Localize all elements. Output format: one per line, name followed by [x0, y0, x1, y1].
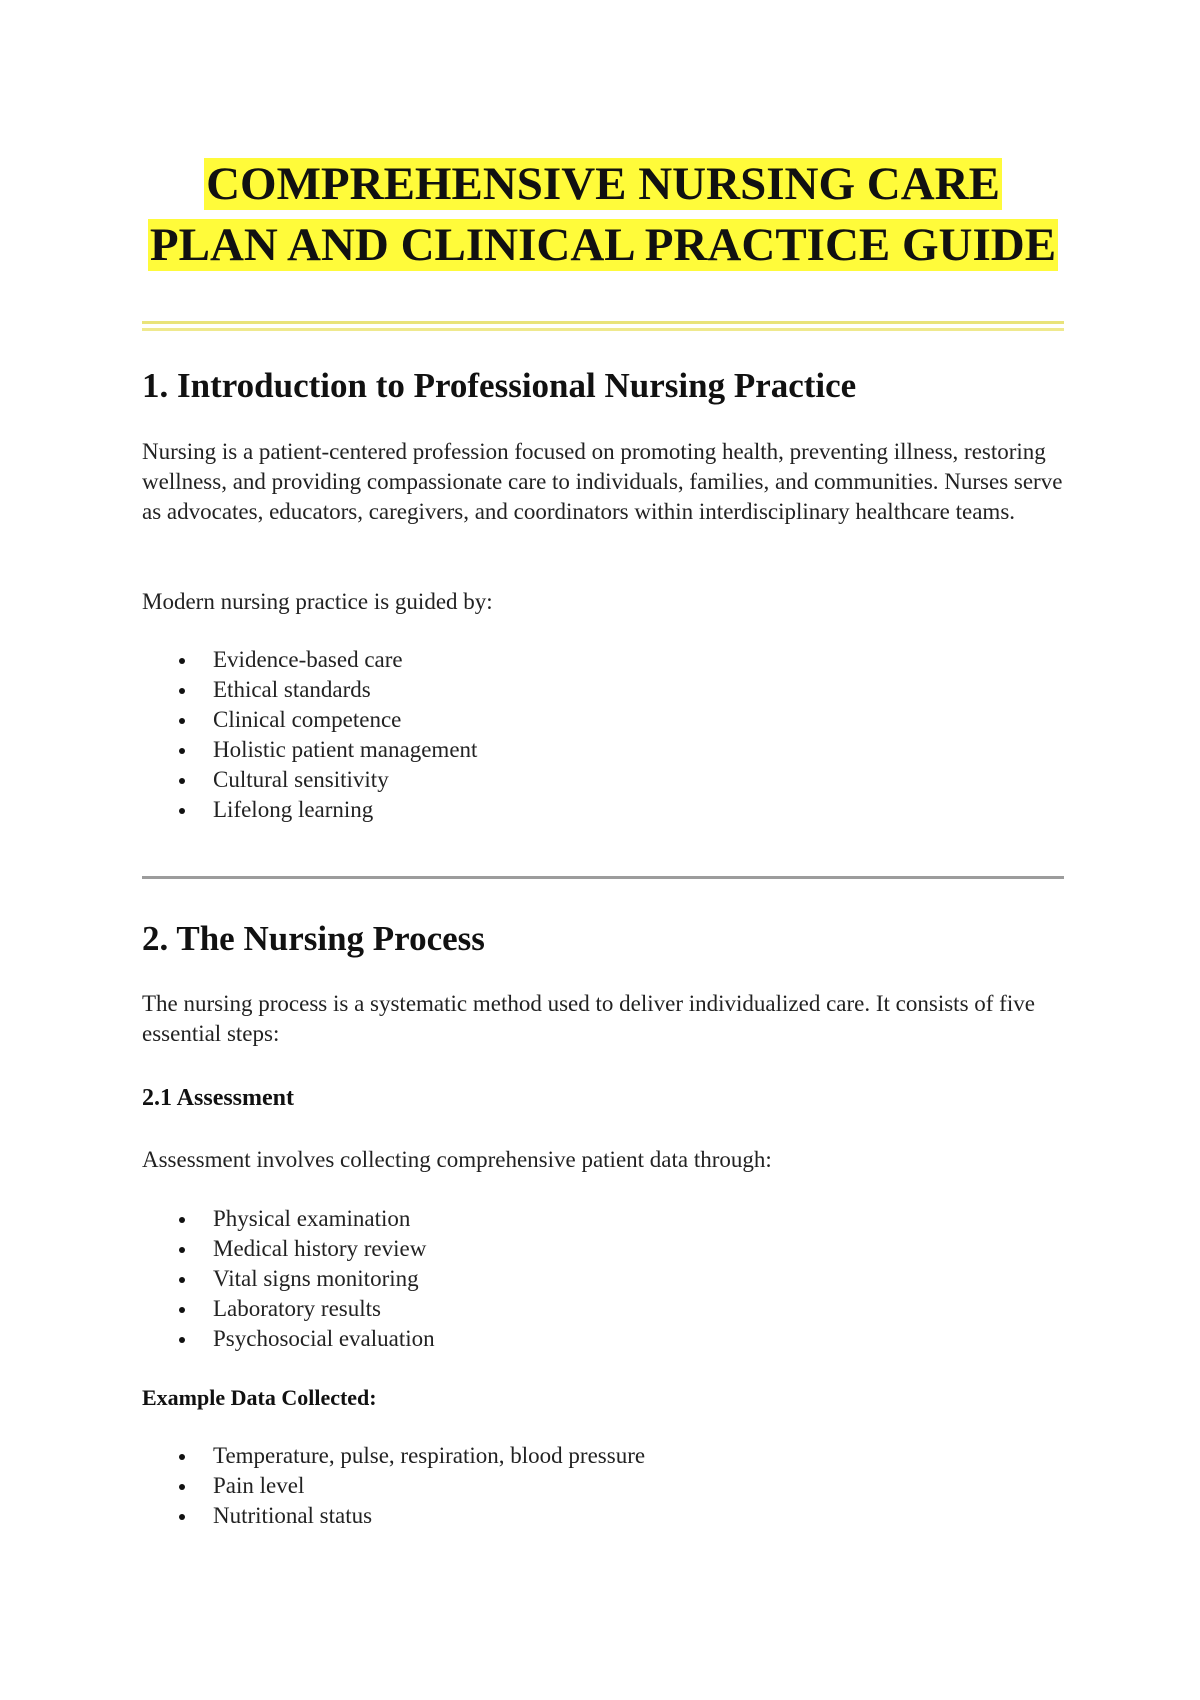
section-2-heading: 2. The Nursing Process	[142, 919, 485, 958]
list-item: Laboratory results	[142, 1294, 435, 1324]
bullet-icon	[179, 1514, 185, 1520]
section-divider	[142, 876, 1064, 879]
section-1-lead: Modern nursing practice is guided by:	[142, 589, 493, 614]
title-line-1: COMPREHENSIVE NURSING CARE	[206, 158, 1000, 210]
list-item: Vital signs monitoring	[142, 1264, 435, 1294]
list-item: Psychosocial evaluation	[142, 1324, 435, 1354]
list-item: Temperature, pulse, respiration, blood pressure	[142, 1441, 645, 1471]
example-data-label: Example Data Collected:	[142, 1385, 377, 1410]
list-item: Clinical competence	[142, 705, 477, 735]
bullet-icon	[179, 688, 185, 694]
list-item: Ethical standards	[142, 675, 477, 705]
title-divider	[142, 320, 1064, 334]
bullet-icon	[179, 1247, 185, 1253]
bullet-icon	[179, 1454, 185, 1460]
list-item: Cultural sensitivity	[142, 765, 477, 795]
bullet-icon	[179, 1217, 185, 1223]
section-2-paragraph: The nursing process is a systematic method used to deliver individualized care. It consists of five essential steps:	[142, 991, 1035, 1046]
bullet-icon	[179, 1277, 185, 1283]
section-1-heading: 1. Introduction to Professional Nursing Practice	[142, 366, 857, 405]
bullet-icon	[179, 1337, 185, 1343]
section-1-paragraph: Nursing is a patient-centered profession focused on promoting health, preventing illness, restoring wellness, and providing compassionate care to individuals, families, and communities. Nurses serve as advocates, educators, caregivers, and coordinators within interdisciplinary healthcare teams.	[142, 439, 1063, 524]
assessment-list	[142, 1204, 435, 1354]
bullet-icon	[179, 778, 185, 784]
example-data-list	[142, 1441, 645, 1531]
list-item: Nutritional status	[142, 1501, 645, 1531]
list-item: Evidence-based care	[142, 645, 477, 675]
list-item: Holistic patient management	[142, 735, 477, 765]
list-item: Medical history review	[142, 1234, 435, 1264]
title-line-2: PLAN AND CLINICAL PRACTICE GUIDE	[149, 219, 1057, 271]
bullet-icon	[179, 808, 185, 814]
bullet-icon	[179, 1484, 185, 1490]
section-1-list	[142, 645, 477, 825]
bullet-icon	[179, 748, 185, 754]
list-item: Physical examination	[142, 1204, 435, 1234]
subsection-2-1-heading: 2.1 Assessment	[142, 1085, 295, 1111]
bullet-icon	[179, 718, 185, 724]
list-item: Lifelong learning	[142, 795, 477, 825]
list-item: Pain level	[142, 1471, 645, 1501]
subsection-2-1-lead: Assessment involves collecting comprehensive patient data through:	[142, 1147, 772, 1172]
bullet-icon	[179, 1307, 185, 1313]
document-title	[142, 154, 1064, 276]
bullet-icon	[179, 658, 185, 664]
